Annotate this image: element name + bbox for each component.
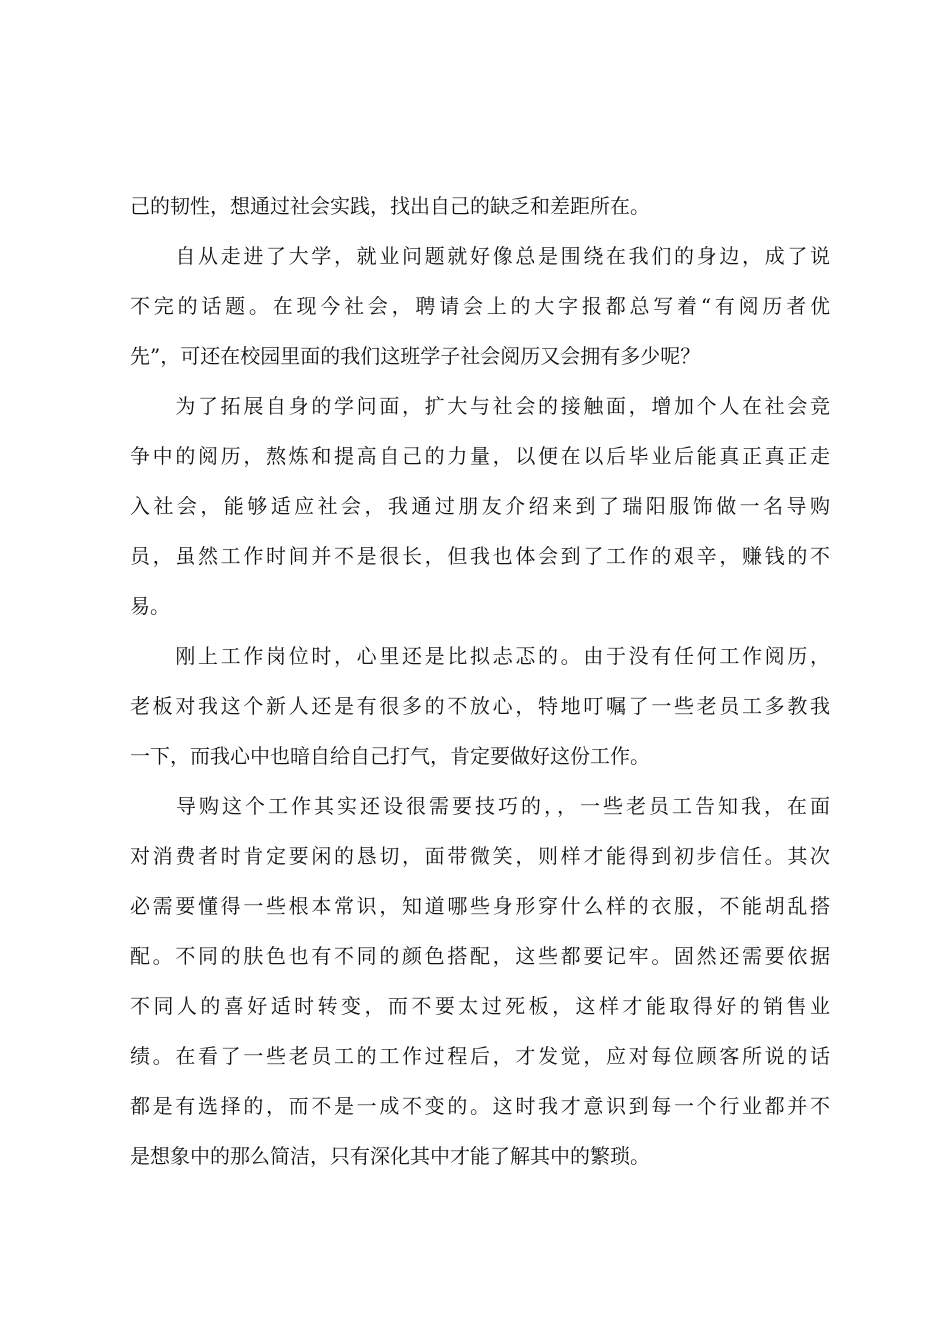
text-line: 易。 [130,594,170,618]
text-line: 刚上工作岗位时，心里还是比拟忐忑的。由于没有任何工作阅历， [130,644,830,668]
text-line: 配。不同的肤色也有不同的颜色搭配，这些都要记牢。固然还需要依据 [130,944,830,968]
text-line: 一下，而我心中也暗自给自己打气，肯定要做好这份工作。 [130,744,650,768]
text-line: 自从走进了大学，就业问题就好像总是围绕在我们的身边，成了说 [130,244,830,268]
text-line: 己的韧性，想通过社会实践，找出自己的缺乏和差距所在。 [130,194,650,218]
text-line: 争中的阅历，熬炼和提高自己的力量，以便在以后毕业后能真正真正走 [130,444,830,468]
text-line: 对消费者时肯定要闲的恳切，面带微笑，则样才能得到初步信任。其次 [130,844,830,868]
text-line: 都是有选择的，而不是一成不变的。这时我才意识到每一个行业都并不 [130,1094,830,1118]
text-line: 必需要懂得一些根本常识，知道哪些身形穿什么样的衣服，不能胡乱搭 [130,894,830,918]
text-line: 不完的话题。在现今社会，聘请会上的大字报都总写着“有阅历者优 [130,294,830,318]
text-line: 员，虽然工作时间并不是很长，但我也体会到了工作的艰辛，赚钱的不 [130,544,830,568]
text-line: 老板对我这个新人还是有很多的不放心，特地叮嘱了一些老员工多教我 [130,694,830,718]
text-line: 是想象中的那么简洁，只有深化其中才能了解其中的繁琐。 [130,1144,650,1168]
text-line: 先”，可还在校园里面的我们这班学子社会阅历又会拥有多少呢？ [130,344,701,368]
text-line: 入社会，能够适应社会，我通过朋友介绍来到了瑞阳服饰做一名导购 [130,494,830,518]
text-line: 不同人的喜好适时转变，而不要太过死板，这样才能取得好的销售业 [130,994,830,1018]
text-line: 绩。在看了一些老员工的工作过程后，才发觉，应对每位顾客所说的话 [130,1044,830,1068]
text-line: 为了拓展自身的学问面，扩大与社会的接触面，增加个人在社会竞 [130,394,830,418]
text-line: 导购这个工作其实还设很需要技巧的，，一些老员工告知我，在面 [130,794,830,818]
